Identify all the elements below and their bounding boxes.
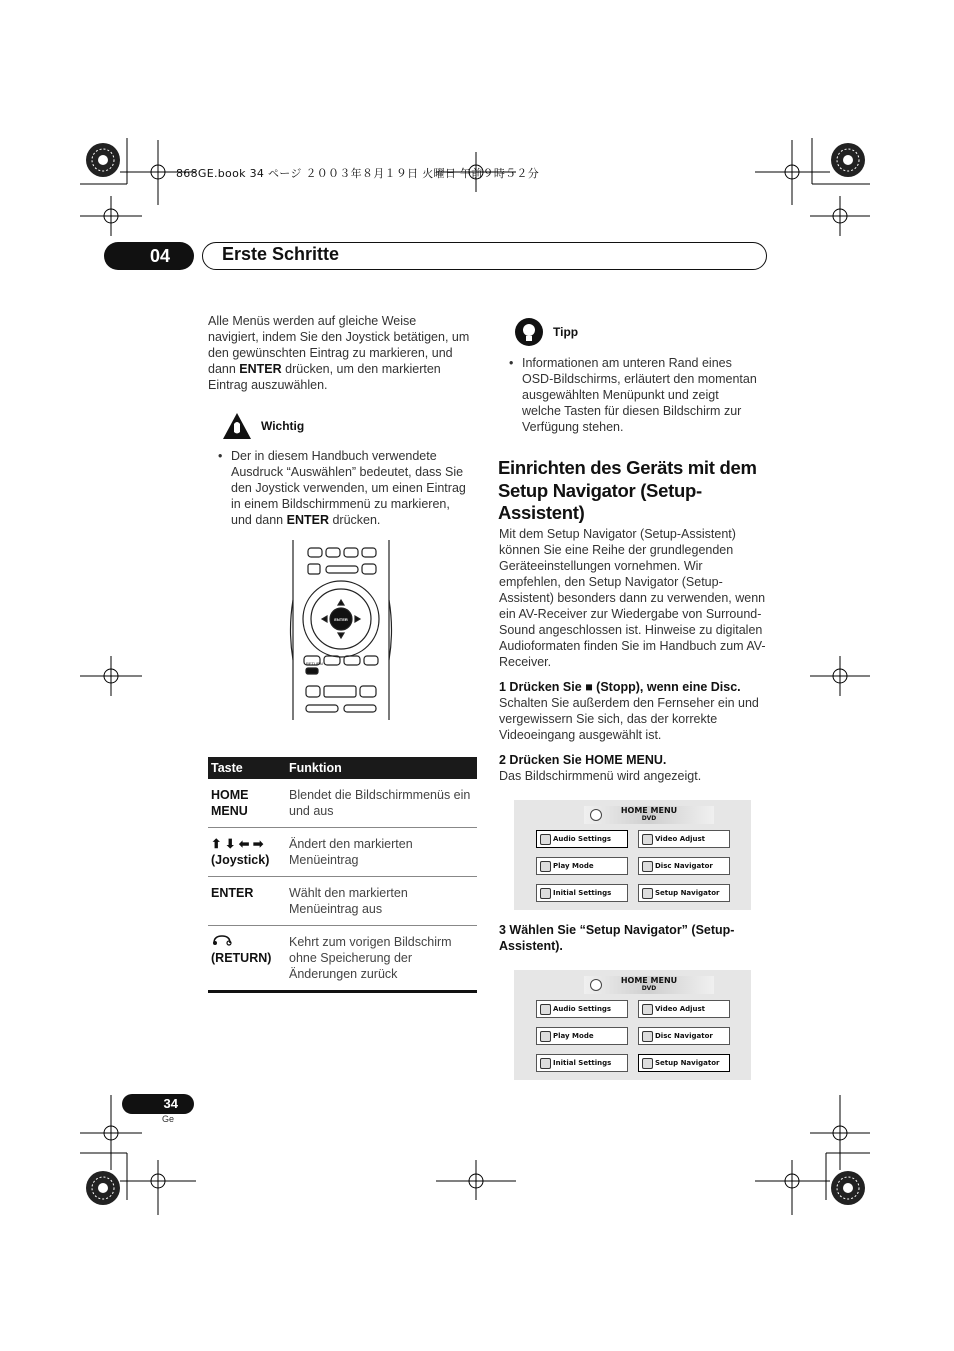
page-number: 34 <box>122 1094 194 1114</box>
tipp-list <box>509 355 761 435</box>
osd-subtitle: DVD <box>641 985 657 992</box>
step-2-title: 2 Drücken Sie HOME MENU. <box>499 753 667 767</box>
table-row <box>208 779 477 828</box>
screen-icon <box>642 834 653 845</box>
intro-paragraph <box>208 313 470 393</box>
table-cell-function: Wählt den markierten Menüeintrag aus <box>286 877 477 926</box>
wichtig-list <box>218 448 468 528</box>
chapter-title: Erste Schritte <box>222 244 340 264</box>
disc-icon <box>590 809 602 821</box>
tipp-label: Tipp <box>553 325 579 339</box>
disc-navigator-icon <box>642 861 653 872</box>
osd-item-video-adjust[interactable]: Video Adjust <box>638 1000 730 1018</box>
function-table <box>208 757 477 993</box>
osd-item-disc-navigator[interactable]: Disc Navigator <box>638 857 730 875</box>
osd-title: HOME MENU <box>620 806 678 815</box>
remote-enter-label: ENTER <box>334 617 348 622</box>
osd-item-setup-navigator[interactable]: Setup Navigator <box>638 1054 730 1072</box>
intro-text-after: drücken, um den markierten Eintrag auszuwählen. <box>208 362 441 392</box>
screen-icon <box>642 1004 653 1015</box>
table-row <box>208 877 477 926</box>
osd-item-initial-settings[interactable]: Initial Settings <box>536 1054 628 1072</box>
page-language: Ge <box>162 1114 175 1124</box>
osd-item-video-adjust[interactable]: Video Adjust <box>638 830 730 848</box>
lightbulb-icon <box>513 317 545 349</box>
step-3-title: 3 Wählen Sie “Setup Navigator” (Setup-Assistent). <box>499 923 735 953</box>
wichtig-label: Wichtig <box>261 419 305 433</box>
section-paragraph: Mit dem Setup Navigator (Setup-Assistent) können Sie eine Reihe der grundlegenden Geräteeinstellungen vornehmen. Wir empfehlen, den Setup Navigator (Setup-Assistent) besonders dann zu verwenden, wenn ein AV-Receiver zur Wiedergabe von Surround-Sound angeschlossen ist. Hinweise zu digitalen Audioformaten finden Sie im Handbuch zum AV-Receiver. <box>499 527 766 669</box>
osd-item-play-mode[interactable]: Play Mode <box>536 857 628 875</box>
osd-item-audio-settings[interactable]: Audio Settings <box>536 830 628 848</box>
osd-home-menu-screen-1 <box>514 800 751 910</box>
table-row <box>208 828 477 877</box>
step-2-text: Das Bildschirmmenü wird angezeigt. <box>499 769 702 783</box>
tipp-bullet: • Informationen am unteren Rand eines OSD-Bildschirms, erläutert den momentan ausgewählten Menüpunkt und zeigt welche Tasten für diesen Bildschirm zur Verfügung stehen. <box>509 355 761 435</box>
table-cell-function: Ändert den markierten Menüeintrag <box>286 828 477 877</box>
wichtig-bullet: • Der in diesem Handbuch verwendete Ausdruck “Auswählen” bedeutet, dass Sie den Joystick verwenden, um einen Eintrag in einem Bildschirmmenü zu markieren, und dann ENTER drücken. <box>218 448 468 528</box>
arrow-keys-icon: ⬆ ⬇ ⬅ ➡ <box>211 837 264 851</box>
section-heading: Einrichten des Geräts mit dem Setup Navigator (Setup-Assistent) <box>498 457 757 523</box>
step-1-text: Schalten Sie außerdem den Fernseher ein und vergewissern Sie sich, das der korrekte Videoeingang ausgewählt ist. <box>499 696 759 742</box>
osd-item-setup-navigator[interactable]: Setup Navigator <box>638 884 730 902</box>
osd-home-menu-screen-2 <box>514 970 751 1080</box>
speaker-icon <box>540 834 551 845</box>
setup-icon <box>642 888 653 899</box>
warning-icon <box>222 412 252 440</box>
table-row <box>208 926 477 992</box>
remote-return-label: RETURN <box>306 661 323 666</box>
play-icon <box>540 1031 551 1042</box>
return-icon <box>211 934 233 946</box>
disc-navigator-icon <box>642 1031 653 1042</box>
osd-item-initial-settings[interactable]: Initial Settings <box>536 884 628 902</box>
osd-title: HOME MENU <box>620 976 678 985</box>
intro-text: Alle Menüs werden auf gleiche Weise navigiert, indem Sie den Joystick betätigen, um den gewünschten Eintrag zu markieren, und dann <box>208 314 470 376</box>
remote-control-illustration <box>288 540 394 722</box>
osd-item-disc-navigator[interactable]: Disc Navigator <box>638 1027 730 1045</box>
disc-icon <box>590 979 602 991</box>
table-cell-key: ENTER <box>208 877 286 926</box>
chapter-number: 04 <box>104 242 194 270</box>
settings-icon <box>540 888 551 899</box>
settings-icon <box>540 1058 551 1069</box>
table-header: Funktion <box>286 757 477 779</box>
table-header-row <box>208 757 477 779</box>
table-cell-key: HOME MENU <box>208 779 286 828</box>
osd-subtitle: DVD <box>641 815 657 822</box>
table-header: Taste <box>208 757 286 779</box>
osd-title-bar <box>584 976 714 994</box>
table-cell-function: Blendet die Bildschirmmenüs ein und aus <box>286 779 477 828</box>
play-icon <box>540 861 551 872</box>
step-1-title: 1 Drücken Sie ■ (Stopp), wenn eine Disc. <box>499 680 741 694</box>
osd-title-bar <box>584 806 714 824</box>
print-header: 868GE.book 34 ページ ２００３年８月１９日 火曜日 午前９時５２分 <box>176 167 540 180</box>
osd-item-play-mode[interactable]: Play Mode <box>536 1027 628 1045</box>
table-cell-key: ⬆ ⬇ ⬅ ➡ (Joystick) <box>208 828 286 877</box>
osd-item-audio-settings[interactable]: Audio Settings <box>536 1000 628 1018</box>
speaker-icon <box>540 1004 551 1015</box>
intro-bold: ENTER <box>239 362 282 376</box>
setup-icon <box>642 1058 653 1069</box>
table-cell-function: Kehrt zum vorigen Bildschirm ohne Speicherung der Änderungen zurück <box>286 926 477 992</box>
table-cell-key: (RETURN) <box>208 926 286 992</box>
